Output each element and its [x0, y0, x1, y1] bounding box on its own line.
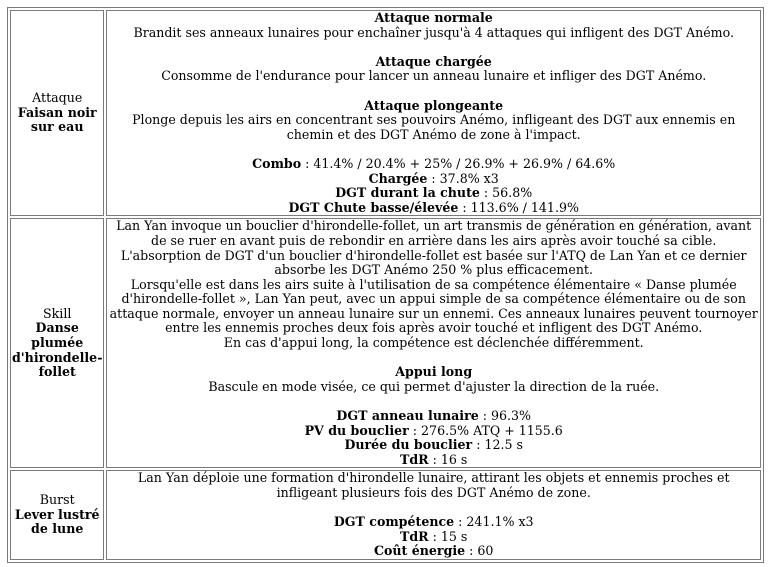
stat-line [108, 515, 759, 530]
stat-separator: : [427, 170, 440, 186]
stat-value: 15 s [440, 528, 468, 544]
stat-separator: : [465, 543, 478, 559]
talent-type: Burst [39, 492, 75, 508]
stat-value: 56.8% [492, 185, 533, 201]
stat-label: TdR [400, 451, 429, 467]
stat-line [108, 453, 759, 468]
talent-description-cell [106, 218, 761, 468]
stat-label: TdR [400, 528, 429, 544]
description-paragraph: Lan Yan déploie une formation d'hirondelle lunaire, attirant les objets et ennemis proches et infligeant plusieurs fois des DGT Anémo de zone. [137, 470, 730, 500]
stat-value: 41.4% / 20.4% + 25% / 26.9% + 26.9% / 64.6% [313, 155, 616, 171]
stat-label: DGT Chute basse/élevée [288, 199, 459, 215]
stat-separator: : [301, 155, 314, 171]
stat-line [108, 157, 759, 172]
stat-line [108, 530, 759, 545]
stat-separator: : [472, 437, 485, 453]
stat-value: 96.3% [490, 408, 531, 424]
stat-line [108, 424, 759, 439]
stat-label: Coût énergie [373, 543, 466, 559]
section-title: Attaque chargée [375, 53, 492, 69]
stat-value: 241.1% x3 [466, 514, 534, 530]
stat-separator: : [428, 451, 441, 467]
stat-value: 16 s [440, 451, 468, 467]
section-title: Attaque plongeante [364, 97, 504, 113]
description-paragraph: En cas d'appui long, la compétence est déclenchée différemment. [223, 335, 644, 351]
section-text: Brandit ses anneaux lunaires pour enchaîner jusqu'à 4 attaques qui infligent des DGT Anémo. [133, 24, 734, 40]
talent-label-cell [10, 10, 104, 216]
description-paragraph: Lan Yan invoque un bouclier d'hirondelle-follet, un art transmis de génération en génération, avant de se ruer en avant puis de rebondir en arrière dans les airs après avoir touché sa cible. [116, 218, 752, 248]
stat-separator: : [408, 422, 422, 438]
stat-label: DGT durant la chute [335, 185, 480, 201]
talent-description-cell [106, 470, 761, 560]
stat-separator: : [479, 185, 493, 201]
stat-line [108, 172, 759, 187]
description-paragraph: L'absorption de DGT d'un bouclier d'hirondelle-follet est basée sur l'ATQ de Lan Yan et ce dernier absorbe les DGT Anémo 250 % plus efficacement. [120, 247, 747, 278]
talent-type: Skill [43, 305, 72, 321]
stat-value: 113.6% / 141.9% [470, 199, 579, 215]
stat-label: Durée du bouclier [344, 437, 473, 453]
section-text: Plonge depuis les airs en concentrant ses pouvoirs Anémo, infligeant des DGT aux ennemis en chemin et des DGT Anémo de zone à l'impact. [132, 112, 736, 142]
section-title: Attaque normale [374, 10, 493, 25]
stat-separator: : [454, 514, 467, 530]
stat-line [108, 544, 759, 559]
stat-value: 276.5% ATQ + 1155.6 [421, 422, 563, 438]
stat-label: DGT compétence [333, 514, 455, 530]
stat-value: 37.8% x3 [439, 170, 499, 186]
stat-line [108, 201, 759, 216]
talent-label-cell [10, 218, 104, 468]
stat-line [108, 186, 759, 201]
stat-value: 12.5 s [484, 437, 523, 453]
talent-name: Faisan noir sur eau [17, 104, 97, 135]
stat-separator: : [458, 199, 471, 215]
section-text: Bascule en mode visée, ce qui permet d'ajuster la direction de la ruée. [208, 378, 660, 394]
stat-line [108, 438, 759, 453]
stat-separator: : [428, 528, 441, 544]
stat-separator: : [478, 408, 491, 424]
talent-row-skill [10, 218, 761, 468]
stat-label: Chargée [368, 170, 428, 186]
section-title: Appui long [395, 364, 473, 380]
stat-label: PV du bouclier [304, 422, 409, 438]
talent-label-cell [10, 470, 104, 560]
talent-row-attaque [10, 10, 761, 216]
talent-name: Danse plumée d'hirondelle-follet [12, 320, 103, 380]
stat-value: 60 [477, 543, 494, 559]
talent-type: Attaque [32, 90, 83, 106]
talent-row-burst [10, 470, 761, 560]
talents-table [7, 7, 764, 563]
talent-name: Lever lustré de lune [14, 506, 100, 537]
stat-label: Combo [252, 155, 302, 171]
description-paragraph: Lorsqu'elle est dans les airs suite à l'utilisation de sa compétence élémentaire « Danse plumée d'hirondelle-follet », Lan Yan peut, avec un appui simple de sa compétence élémentaire ou de son attaque normale, envoyer un anneau lunaire sur un ennemi. Ces anneaux lunaires peuvent tournoyer entre les ennemis proches deux fois après avoir touché et infligent des DGT Anémo. [109, 276, 758, 336]
stat-line [108, 409, 759, 424]
talent-description-cell [106, 10, 761, 216]
section-text: Consomme de l'endurance pour lancer un anneau lunaire et infliger des DGT Anémo. [161, 68, 707, 84]
stat-label: DGT anneau lunaire [336, 408, 479, 424]
